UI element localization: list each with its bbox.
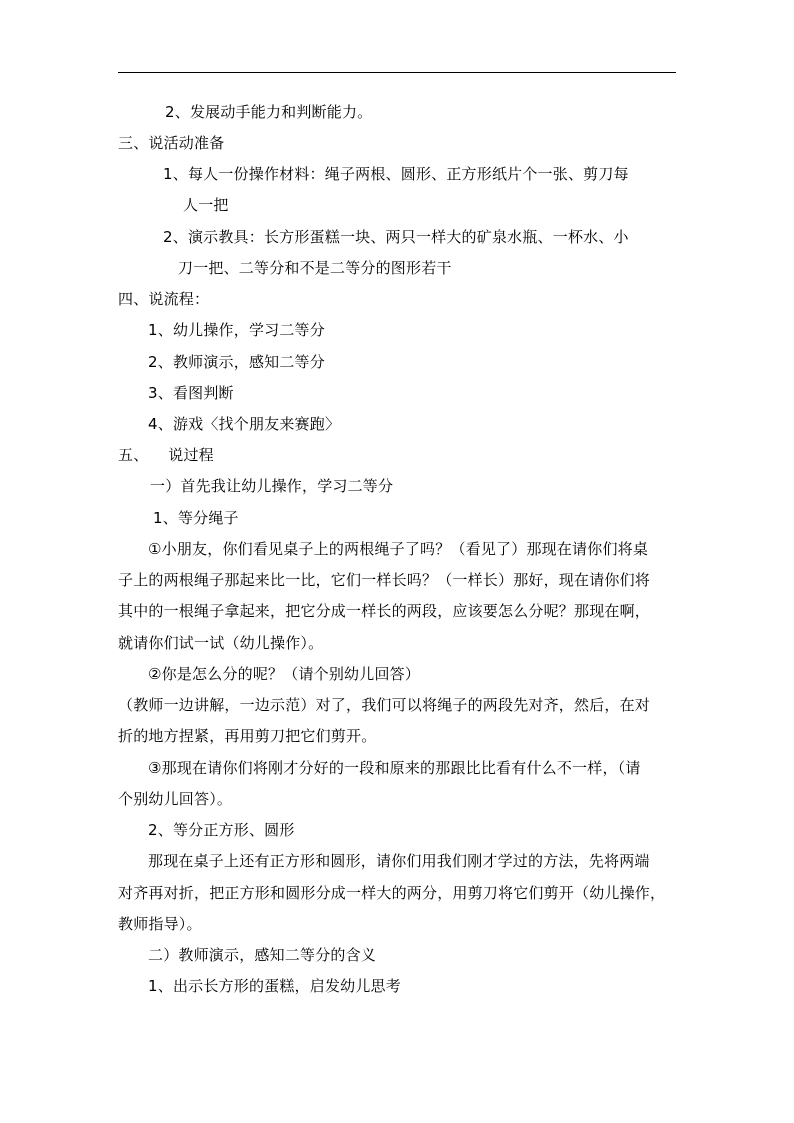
text-line: 个别幼儿回答）。 [118, 790, 233, 808]
text-line: 1、出示长方形的蛋糕，启发幼儿思考 [148, 977, 401, 995]
text-line: 就请你们试一试（幼儿操作）。 [118, 634, 324, 652]
text-line: 其中的一根绳子拿起来，把它分成一样长的两段，应该要怎么分呢？那现在啊， [118, 602, 651, 620]
section-heading: 四、说流程： [118, 290, 210, 308]
text-line: 教师指导）。 [118, 915, 202, 933]
text-line: ③那现在请你们将刚才分好的一段和原来的那跟比比看有什么不一样，（请 [148, 759, 641, 777]
subsection-heading: 二）教师演示，感知二等分的含义 [148, 946, 377, 964]
text-line: 2、演示教具：长方形蛋糕一块、两只一样大的矿泉水瓶、一杯水、小 [163, 228, 629, 246]
text-line: 对齐再对折，把正方形和圆形分成一样大的两分，用剪刀将它们剪开（幼儿操作， [118, 884, 666, 902]
text-line: 人一把 [183, 196, 229, 214]
text-line: 子上的两根绳子那起来比一比，它们一样长吗？（一样长）那好，现在请你们将 [118, 571, 651, 589]
text-line: 4、游戏〈找个朋友来赛跑〉 [148, 415, 341, 433]
text-line: ①小朋友，你们看见桌子上的两根绳子了吗？（看见了）那现在请你们将桌 [148, 540, 649, 558]
text-line: ②你是怎么分的呢？（请个别幼儿回答） [148, 665, 421, 683]
text-line: 刀一把、二等分和不是二等分的图形若干 [178, 259, 452, 277]
text-line: 1、等分绳子 [153, 509, 239, 527]
text-line: 3、看图判断 [148, 384, 234, 402]
text-line: 那现在桌子上还有正方形和圆形，请你们用我们刚才学过的方法，先将两端 [148, 852, 650, 870]
text-line: 1、幼儿操作，学习二等分 [148, 321, 325, 339]
text-line: 2、等分正方形、圆形 [148, 821, 295, 839]
text-line: 2、教师演示，感知二等分 [148, 353, 325, 371]
subsection-heading: 一）首先我让幼儿操作，学习二等分 [150, 477, 394, 495]
header-rule [118, 72, 676, 73]
text-line: 2、发展动手能力和判断能力。 [165, 103, 373, 121]
section-heading: 三、说活动准备 [118, 134, 225, 152]
text-line: 1、每人一份操作材料：绳子两根、圆形、正方形纸片个一张、剪刀每 [163, 165, 629, 183]
text-line: （教师一边讲解，一边示范）对了，我们可以将绳子的两段先对齐，然后，在对 [118, 696, 651, 714]
text-line: 折的地方捏紧，再用剪刀把它们剪开。 [118, 727, 377, 745]
section-heading: 五、 说过程 [118, 446, 214, 464]
